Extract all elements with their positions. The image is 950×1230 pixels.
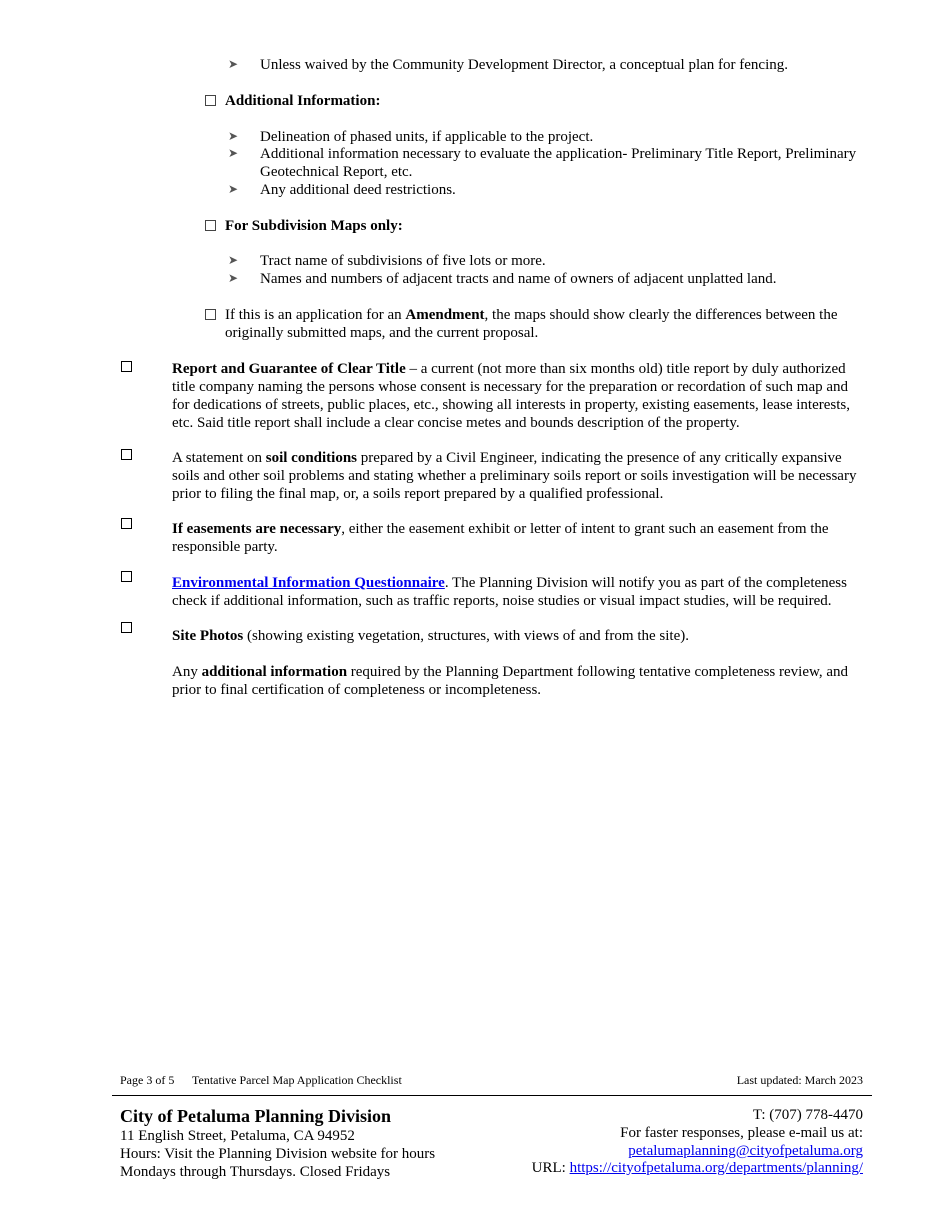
email-link[interactable]: petalumaplanning@cityofpetaluma.org [628, 1143, 863, 1159]
environmental-questionnaire-link[interactable]: Environmental Information Questionnaire [172, 575, 445, 591]
easements-checkbox[interactable] [121, 518, 132, 529]
page-number: Page 3 of 5 [120, 1073, 175, 1087]
subdivision-checkbox[interactable] [205, 220, 216, 231]
hours-line: Mondays through Thursdays. Closed Fridays [120, 1164, 391, 1180]
title-report-text: Report and Guarantee of Clear Title – a current (not more than six months old) title report by duly authorized [172, 361, 846, 377]
list-item: Any additional deed restrictions. [260, 182, 456, 198]
fencing-item: Unless waived by the Community Development Director, a conceptual plan for fencing. [260, 57, 788, 73]
amendment-checkbox[interactable] [205, 309, 216, 320]
last-updated: Last updated: March 2023 [736, 1073, 863, 1087]
additional-info-heading: Additional Information: [225, 93, 381, 109]
phone-number: T: (707) 778-4470 [752, 1107, 863, 1123]
environmental-text: Environmental Information Questionnaire. The Planning Division will notify you as part of the completeness [172, 575, 847, 591]
address: 11 English Street, Petaluma, CA 94952 [120, 1128, 355, 1144]
organization-name: City of Petaluma Planning Division [120, 1106, 392, 1126]
additional-information-line: prior to final certification of completeness or incompleteness. [172, 682, 542, 698]
arrow-bullet-icon: ➤ [228, 253, 239, 267]
arrow-bullet-icon: ➤ [228, 129, 239, 143]
title-report-line: title company naming the persons whose consent is necessary for the preparation or recordation of such map and [172, 379, 849, 395]
list-item: Names and numbers of adjacent tracts and name of owners of adjacent unplatted land. [260, 271, 777, 287]
document-title: Tentative Parcel Map Application Checklist [192, 1073, 402, 1087]
soil-conditions-line: prior to filing the final map, or, a soils report prepared by a qualified professional. [172, 486, 664, 502]
easements-text: If easements are necessary, either the easement exhibit or letter of intent to grant such an easement from the [172, 521, 829, 537]
email-prompt: For faster responses, please e-mail us at: [620, 1125, 863, 1141]
title-report-checkbox[interactable] [121, 361, 132, 372]
environmental-checkbox[interactable] [121, 571, 132, 582]
website-link[interactable]: https://cityofpetaluma.org/departments/planning/ [569, 1160, 863, 1176]
email-line [628, 1142, 863, 1160]
easements-line: responsible party. [172, 539, 278, 555]
amendment-text: If this is an application for an Amendment, the maps should show clearly the differences between the [225, 307, 838, 323]
additional-info-checkbox[interactable] [205, 95, 216, 106]
url-line: URL: https://cityofpetaluma.org/departments/planning/ [531, 1160, 863, 1176]
title-report-line: for dedications of streets, public places, etc., showing all interests in property, existing easements, lease interests, [172, 397, 851, 413]
arrow-bullet-icon: ➤ [228, 271, 239, 285]
soil-conditions-text: A statement on soil conditions prepared by a Civil Engineer, indicating the presence of any critically expansive [172, 450, 842, 466]
site-photos-text: Site Photos (showing existing vegetation, structures, with views of and from the site). [172, 628, 689, 644]
arrow-bullet-icon: ➤ [228, 57, 239, 71]
environmental-line: check if additional information, such as traffic reports, noise studies or visual impact studies, will be required. [172, 593, 832, 609]
hours-line: Hours: Visit the Planning Division website for hours [120, 1146, 436, 1162]
additional-information-text: Any additional information required by the Planning Department following tentative completeness review, and [172, 664, 848, 680]
list-item: Additional information necessary to evaluate the application- Preliminary Title Report, Preliminary [260, 146, 857, 162]
soil-conditions-checkbox[interactable] [121, 449, 132, 460]
arrow-bullet-icon: ➤ [228, 146, 239, 160]
arrow-bullet-icon: ➤ [228, 182, 239, 196]
soil-conditions-line: soils and other soil problems and stating whether a preliminary soils report or soils investigation will be necessary [172, 468, 857, 484]
site-photos-checkbox[interactable] [121, 622, 132, 633]
list-item: Tract name of subdivisions of five lots or more. [260, 253, 546, 269]
list-item: Delineation of phased units, if applicable to the project. [260, 129, 594, 145]
subdivision-heading: For Subdivision Maps only: [225, 218, 403, 234]
title-report-line: etc. Said title report shall include a clear concise metes and bounds description of the property. [172, 415, 740, 431]
list-item-continued: Geotechnical Report, etc. [260, 164, 413, 180]
footer-divider [112, 1095, 872, 1096]
amendment-text-line2: originally submitted maps, and the current proposal. [225, 325, 539, 341]
